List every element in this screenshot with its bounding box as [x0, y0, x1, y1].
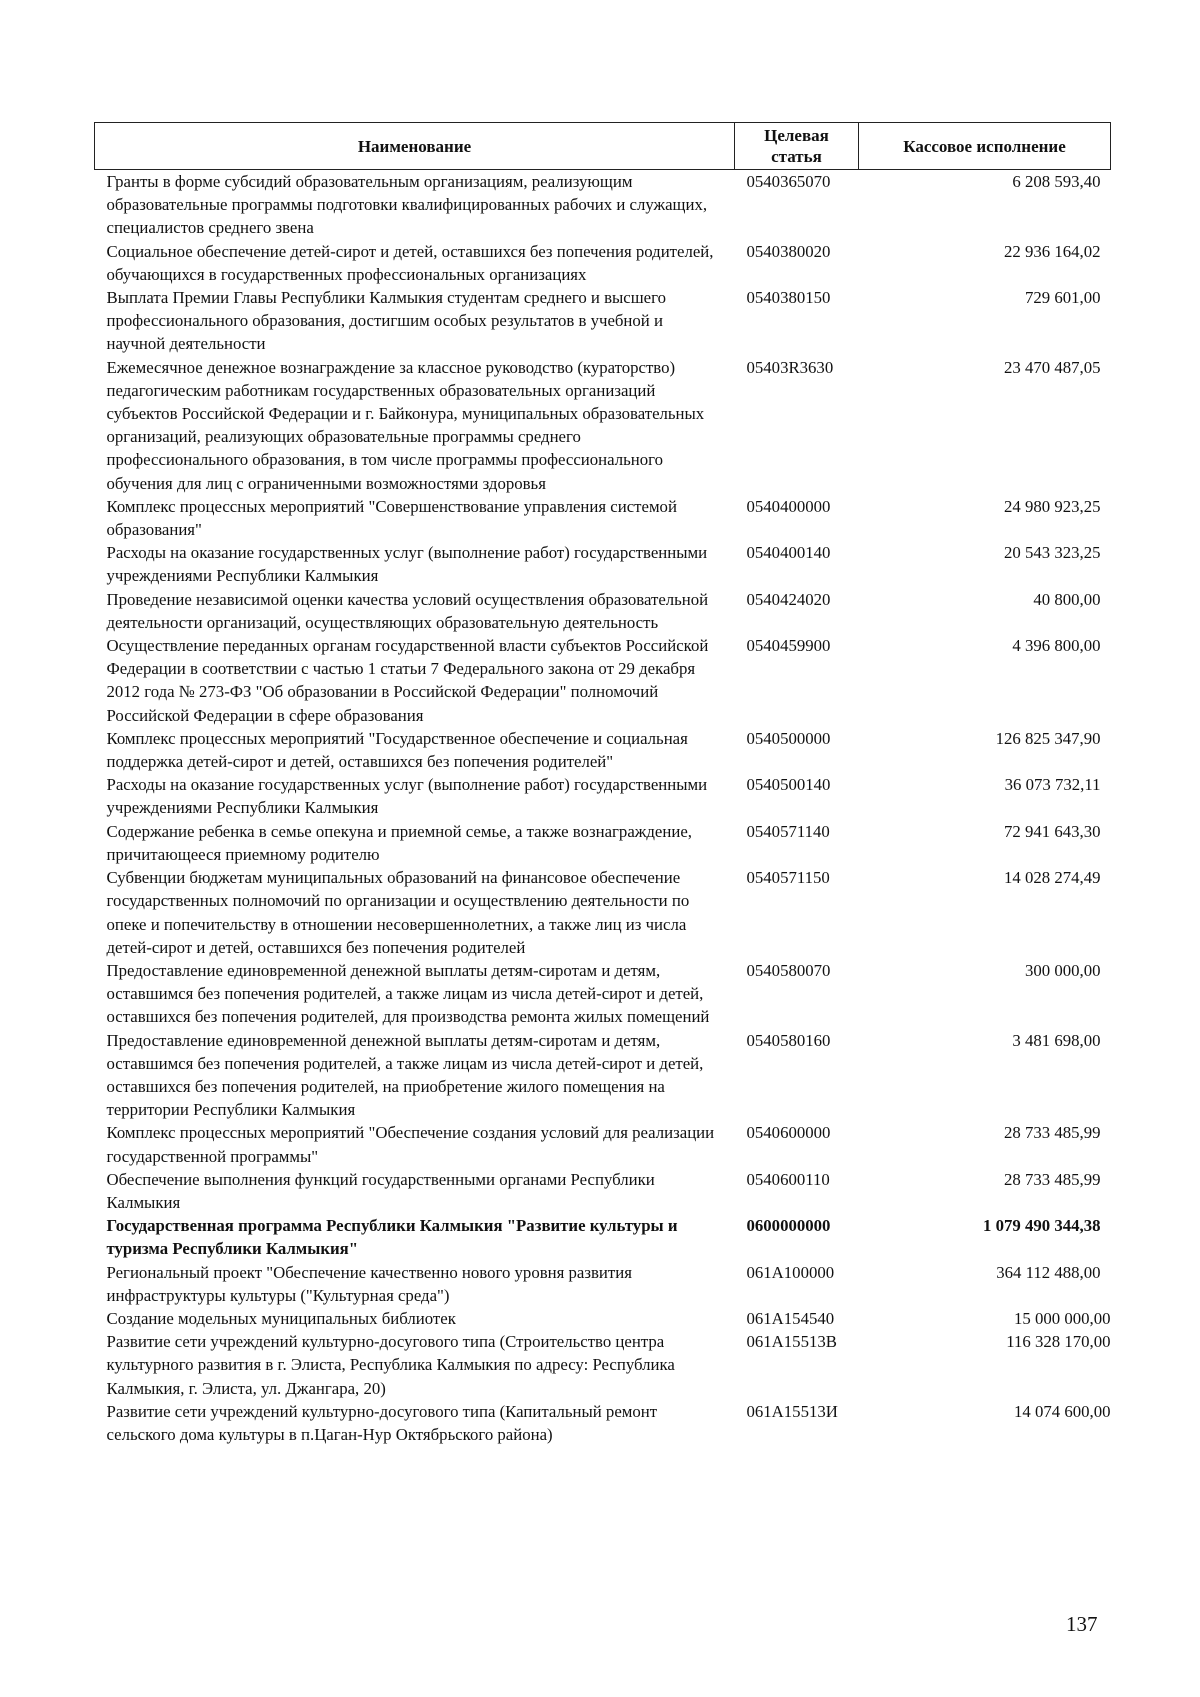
row-name: Расходы на оказание государственных услуг (выполнение работ) государственными учреждениями Республики Калмыкия	[106, 775, 708, 818]
table-row	[95, 1307, 1111, 1330]
header-name: Наименование	[95, 123, 735, 170]
row-amount: 23 470 487,05	[1004, 357, 1101, 377]
row-amount: 40 800,00	[1033, 589, 1101, 609]
row-code: 0540400000	[746, 496, 831, 516]
row-code: 0540365070	[746, 172, 831, 191]
row-code: 0540424020	[746, 589, 831, 609]
row-name: Гранты в форме субсидий образовательным организациям, реализующим образовательные программы подготовки квалифицированных рабочих и служащих, специалистов среднего звена	[106, 172, 708, 238]
table-row	[95, 773, 1111, 819]
row-name: Осуществление переданных органам государственной власти субъектов Российской Федерации в соответствии с частью 1 статьи 7 Федерального закона от 29 декабря 2012 года № 273-ФЗ "Об образовании в Российской Федерации" полномочий Российской Федерации в сфере образования	[106, 636, 709, 725]
table-row	[95, 495, 1111, 541]
row-code: 061А15513И	[746, 1401, 838, 1421]
row-code: 0540580160	[746, 1030, 831, 1050]
row-amount: 28 733 485,99	[1004, 1123, 1101, 1143]
table-row	[95, 1121, 1111, 1167]
row-name: Обеспечение выполнения функций государственными органами Республики Калмыкия	[106, 1169, 655, 1212]
row-code: 0540600110	[746, 1169, 830, 1189]
row-code: 061А100000	[746, 1262, 835, 1282]
row-name: Социальное обеспечение детей-сирот и детей, оставшихся без попечения родителей, обучающихся в государственных профессиональных организациях	[106, 241, 714, 284]
row-name: Комплекс процессных мероприятий "Обеспечение создания условий для реализации государственной программы"	[106, 1123, 715, 1166]
table-row	[95, 240, 1111, 286]
row-amount: 72 941 643,30	[1004, 821, 1101, 841]
row-amount: 14 028 274,49	[1004, 868, 1101, 888]
page-number: 137	[1066, 1612, 1098, 1636]
row-amount: 116 328 170,00	[1006, 1332, 1111, 1352]
row-amount: 28 733 485,99	[1004, 1169, 1101, 1189]
table-row	[95, 820, 1111, 866]
table-row	[95, 1330, 1111, 1400]
row-code: 0540600000	[746, 1123, 831, 1143]
row-name: Ежемесячное денежное вознаграждение за классное руководство (кураторство) педагогическим работникам государственных образовательных организаций субъектов Российской Федерации и г. Байконура, муниципальных образовательных организаций, реализующих образовательные программы среднего профессионального образования, в том числе программы профессионального обучения для лиц с ограниченными возможностями здоровья	[106, 357, 705, 493]
budget-table	[94, 122, 1111, 1446]
row-code: 0540500000	[746, 728, 831, 748]
row-code: 0540400140	[746, 543, 831, 563]
row-amount: 20 543 323,25	[1004, 543, 1101, 563]
table-row	[95, 1400, 1111, 1446]
table-row	[95, 1168, 1111, 1214]
table-row	[95, 634, 1111, 727]
table-row	[95, 1214, 1111, 1260]
row-amount: 3 481 698,00	[1012, 1030, 1101, 1050]
table-row	[95, 286, 1111, 356]
row-name: Региональный проект "Обеспечение качественно нового уровня развития инфраструктуры культуры ("Культурная среда")	[106, 1262, 632, 1305]
row-code: 05403R3630	[746, 357, 834, 377]
table-header-row	[95, 123, 1111, 170]
table-row	[95, 727, 1111, 773]
row-code: 0540571150	[746, 868, 830, 888]
row-name: Развитие сети учреждений культурно-досугового типа (Капитальный ремонт сельского дома культуры в п.Цаган-Нур Октябрьского района)	[106, 1401, 658, 1444]
row-name: Государственная программа Республики Калмыкия "Развитие культуры и туризма Республики Калмыкия"	[106, 1216, 678, 1259]
row-amount: 1 079 490 344,38	[983, 1216, 1101, 1236]
row-code: 0600000000	[746, 1216, 831, 1236]
row-name: Содержание ребенка в семье опекуна и приемной семье, а также вознаграждение, причитающееся приемному родителю	[106, 821, 692, 864]
row-amount: 729 601,00	[1024, 288, 1101, 308]
table-row	[95, 959, 1111, 1029]
row-code: 061А15513В	[746, 1332, 837, 1352]
row-code: 0540571140	[746, 821, 830, 841]
row-name: Субвенции бюджетам муниципальных образований на финансовое обеспечение государственных полномочий по организации и осуществлению деятельности по опеке и попечительству в отношении несовершеннолетних, а также лиц из числа детей-сирот и детей, оставшихся без попечения родителей	[106, 868, 690, 957]
row-name: Предоставление единовременной денежной выплаты детям-сиротам и детям, оставшимся без попечения родителей, а также лицам из числа детей-сирот и детей, оставшихся без попечения родителей, на приобретение жилого помещения на территории Республики Калмыкия	[106, 1030, 704, 1120]
row-code: 0540500140	[746, 775, 831, 795]
row-amount: 300 000,00	[1024, 960, 1101, 980]
table-row	[95, 170, 1111, 240]
row-name: Выплата Премии Главы Республики Калмыкия студентам среднего и высшего профессионального образования, достигшим особых результатов в учебной и научной деятельности	[106, 288, 666, 354]
row-amount: 22 936 164,02	[1004, 241, 1101, 261]
table-row	[95, 1261, 1111, 1307]
row-name: Развитие сети учреждений культурно-досугового типа (Строительство центра культурного развития в г. Элиста, Республика Калмыкия по адресу: Республика Калмыкия, г. Элиста, ул. Джангара, 20)	[106, 1332, 675, 1398]
row-amount: 4 396 800,00	[1012, 636, 1101, 656]
row-amount: 126 825 347,90	[995, 728, 1101, 748]
table-row	[95, 356, 1111, 495]
row-amount: 24 980 923,25	[1004, 496, 1101, 516]
header-code: Целевая статья	[735, 123, 859, 170]
row-name: Предоставление единовременной денежной выплаты детям-сиротам и детям, оставшимся без попечения родителей, а также лицам из числа детей-сирот и детей, оставшихся без попечения родителей, для производства ремонта жилых помещений	[106, 960, 710, 1027]
header-amount: Кассовое исполнение	[859, 123, 1111, 170]
table-row	[95, 588, 1111, 634]
row-name: Проведение независимой оценки качества условий осуществления образовательной деятельности организаций, осуществляющих образовательную деятельность	[106, 589, 709, 632]
row-amount: 36 073 732,11	[1004, 775, 1101, 795]
row-name: Комплекс процессных мероприятий "Государственное обеспечение и социальная поддержка детей-сирот и детей, оставшихся без попечения родителей"	[106, 728, 688, 772]
row-amount: 14 074 600,00	[1014, 1401, 1111, 1421]
table-row	[95, 1029, 1111, 1122]
row-name: Комплекс процессных мероприятий "Совершенствование управления системой образования"	[106, 496, 677, 540]
table-row	[95, 541, 1111, 587]
row-code: 061А154540	[746, 1308, 835, 1328]
row-amount: 6 208 593,40	[1012, 172, 1101, 191]
row-amount: 15 000 000,00	[1014, 1308, 1111, 1328]
row-code: 0540380150	[746, 288, 831, 308]
row-code: 0540459900	[746, 636, 831, 656]
row-code: 0540580070	[746, 960, 831, 980]
row-amount: 364 112 488,00	[996, 1262, 1101, 1282]
row-name: Создание модельных муниципальных библиотек	[106, 1308, 456, 1328]
table-row	[95, 866, 1111, 959]
row-code: 0540380020	[746, 241, 831, 261]
row-name: Расходы на оказание государственных услуг (выполнение работ) государственными учреждениями Республики Калмыкия	[106, 543, 708, 586]
